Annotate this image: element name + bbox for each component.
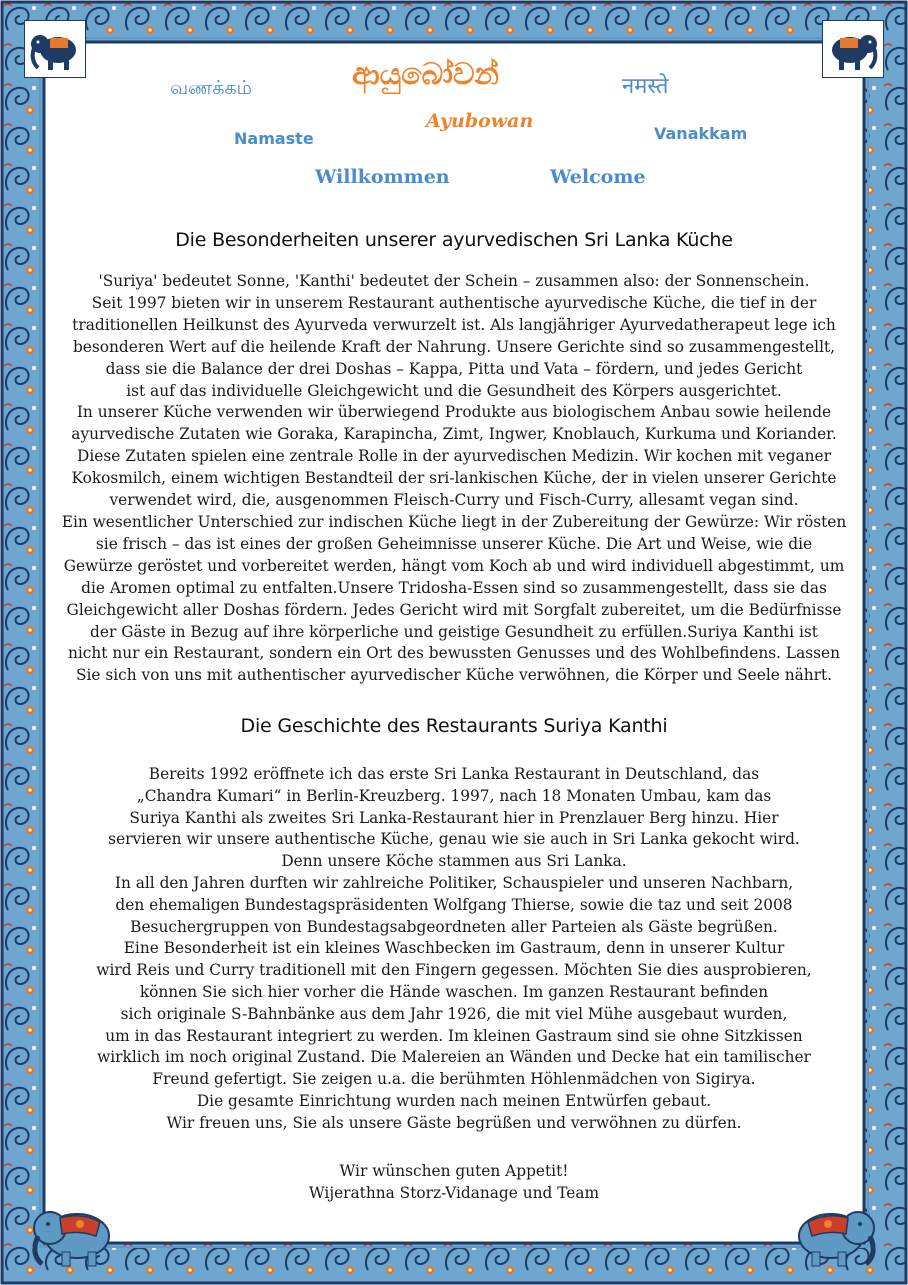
text-line: Sie sich von uns mit authentischer ayurvedischer Küche verwöhnen, die Körper und Seele nährt. <box>75 666 833 685</box>
text-line: nicht nur ein Restaurant, sondern ein Ort des bewussten Genusses und des Wohlbefindens. Lassen <box>67 644 840 663</box>
text-line: ayurvedische Zutaten wie Goraka, Karapincha, Zimt, Ingwer, Knoblauch, Kurkuma und Koriander. <box>71 425 837 444</box>
text-line: Seit 1997 bieten wir in unserem Restaurant authentische ayurvedische Küche, die tief in der <box>91 293 817 312</box>
greeting-welcome: Welcome <box>550 166 646 188</box>
section-title: Die Geschichte des Restaurants Suriya Kanthi <box>240 715 668 737</box>
text-line: besonderen Wert auf die heilende Kraft der Nahrung. Unsere Gerichte sind so zusammengestellt, <box>72 337 836 356</box>
text-line: Eine Besonderheit ist ein kleines Waschbecken im Gastraum, denn in unserer Kultur <box>123 939 785 958</box>
text-line: wirklich im noch original Zustand. Die Malereien an Wänden und Decke hat ein tamilischer <box>97 1048 811 1067</box>
text-line: Diese Zutaten spielen eine zentrale Rolle in der ayurvedischen Medizin. Wir kochen mit veganer <box>77 447 831 466</box>
text-line: wird Reis und Curry traditionell mit den Fingern gegessen. Möchten Sie dies ausprobieren, <box>96 961 812 980</box>
greeting-sinhala: ආයුබෝවන් <box>352 57 499 92</box>
text-line: der Gäste in Bezug auf ihre körperliche und geistige Gesundheit zu erfüllen.Suriya Kanthi ist <box>90 622 818 641</box>
text-line: Wir freuen uns, Sie als unsere Gäste begrüßen und verwöhnen zu dürfen. <box>166 1113 742 1132</box>
text-line: In unserer Küche verwenden wir überwiegend Produkte aus biologischem Anbau sowie heilende <box>76 403 832 422</box>
text-line: Die gesamte Einrichtung wurden nach meinen Entwürfen gebaut. <box>196 1091 712 1110</box>
text-line: ist auf das individuelle Gleichgewicht und die Gesundheit des Körpers ausgerichtet. <box>126 381 782 400</box>
greeting-hindi: नमस्ते <box>622 74 669 99</box>
greeting-ayubowan: Ayubowan <box>426 110 534 132</box>
closing-signature <box>50 1160 858 1204</box>
greeting-tamil: வணக்கம் <box>170 77 252 99</box>
text-line: traditionellen Heilkunst des Ayurveda verwurzelt ist. Als langjähriger Ayurvedatherapeut lege ich <box>72 315 836 334</box>
section-body <box>50 764 858 1135</box>
text-line: Ein wesentlicher Unterschied zur indischen Küche liegt in der Zubereitung der Gewürze: Wir rösten <box>61 512 847 531</box>
greeting-namaste: Namaste <box>234 129 314 148</box>
text-line: 'Suriya' bedeutet Sonne, 'Kanthi' bedeutet der Schein – zusammen also: der Sonnenschein. <box>98 272 810 290</box>
text-line: Kokosmilch, einem wichtigen Bestandteil der sri-lankischen Küche, der in vielen unserer Gerichte <box>71 469 837 488</box>
section-title: Die Besonderheiten unserer ayurvedischen Sri Lanka Küche <box>175 229 733 251</box>
text-line: Denn unsere Köche stammen aus Sri Lanka. <box>281 852 627 871</box>
text-line: verwendet wird, die, ausgenommen Fleisch-Curry und Fisch-Curry, allesamt vegan sind. <box>109 491 799 510</box>
elephant-icon <box>822 20 884 78</box>
text-line: Gewürze geröstet und vorbereitet werden, hängt vom Koch ab und wird individuell abgestimmt, um <box>63 556 845 575</box>
text-line: servieren wir unsere authentische Küche, genau wie sie auch in Sri Lanka gekocht wird. <box>108 830 800 849</box>
section-body <box>50 271 858 687</box>
greeting-vanakkam: Vanakkam <box>654 124 748 143</box>
text-line: Freund gefertigt. Sie zeigen u.a. die berühmten Höhlenmädchen von Sigirya. <box>152 1070 756 1089</box>
elephant-icon <box>22 1198 122 1270</box>
text-line: um in das Restaurant integriert zu werden. Im kleinen Gastraum sind sie ohne Sitzkissen <box>105 1026 803 1045</box>
text-line: sich originale S-Bahnbänke aus dem Jahr 1926, die mit viel Mühe ausgebaut wurden, <box>120 1004 788 1023</box>
greeting-willkommen: Willkommen <box>315 166 450 188</box>
text-line: dass sie die Balance der drei Doshas – Kappa, Pitta und Vata – fördern, und jedes Gericht <box>105 359 803 378</box>
text-line: Wir wünschen guten Appetit! <box>339 1162 569 1180</box>
text-line: „Chandra Kumari“ in Berlin-Kreuzberg. 1997, nach 18 Monaten Umbau, kam das <box>136 786 772 805</box>
text-line: sie frisch – das ist eines der großen Geheimnisse unserer Küche. Die Art und Weise, wie die <box>95 534 813 553</box>
text-line: Suriya Kanthi als zweites Sri Lanka-Restaurant hier in Prenzlauer Berg hinzu. Hier <box>129 808 779 827</box>
text-line: In all den Jahren durften wir zahlreiche Politiker, Schauspieler und unseren Nachbarn, <box>114 873 794 892</box>
text-line: die Aromen optimal zu entfalten.Unsere Tridosha-Essen sind so zusammengestellt, dass sie das <box>81 578 827 597</box>
text-line: Gleichgewicht aller Doshas fördern. Jedes Gericht wird mit Sorgfalt zubereitet, um die Bedürfnisse <box>66 600 842 619</box>
text-line: können Sie sich hier vorher die Hände waschen. Im ganzen Restaurant befinden <box>139 982 769 1001</box>
elephant-icon <box>786 1198 886 1270</box>
text-line: Bereits 1992 eröffnete ich das erste Sri Lanka Restaurant in Deutschland, das <box>148 765 760 783</box>
text-line: den ehemaligen Bundestagspräsidenten Wolfgang Thierse, sowie die taz und seit 2008 <box>115 895 793 914</box>
text-line: Besuchergruppen von Bundestagsabgeordneten aller Parteien als Gäste begrüßen. <box>130 917 778 936</box>
text-line: Wijerathna Storz-Vidanage und Team <box>308 1184 600 1202</box>
elephant-icon <box>24 20 86 78</box>
